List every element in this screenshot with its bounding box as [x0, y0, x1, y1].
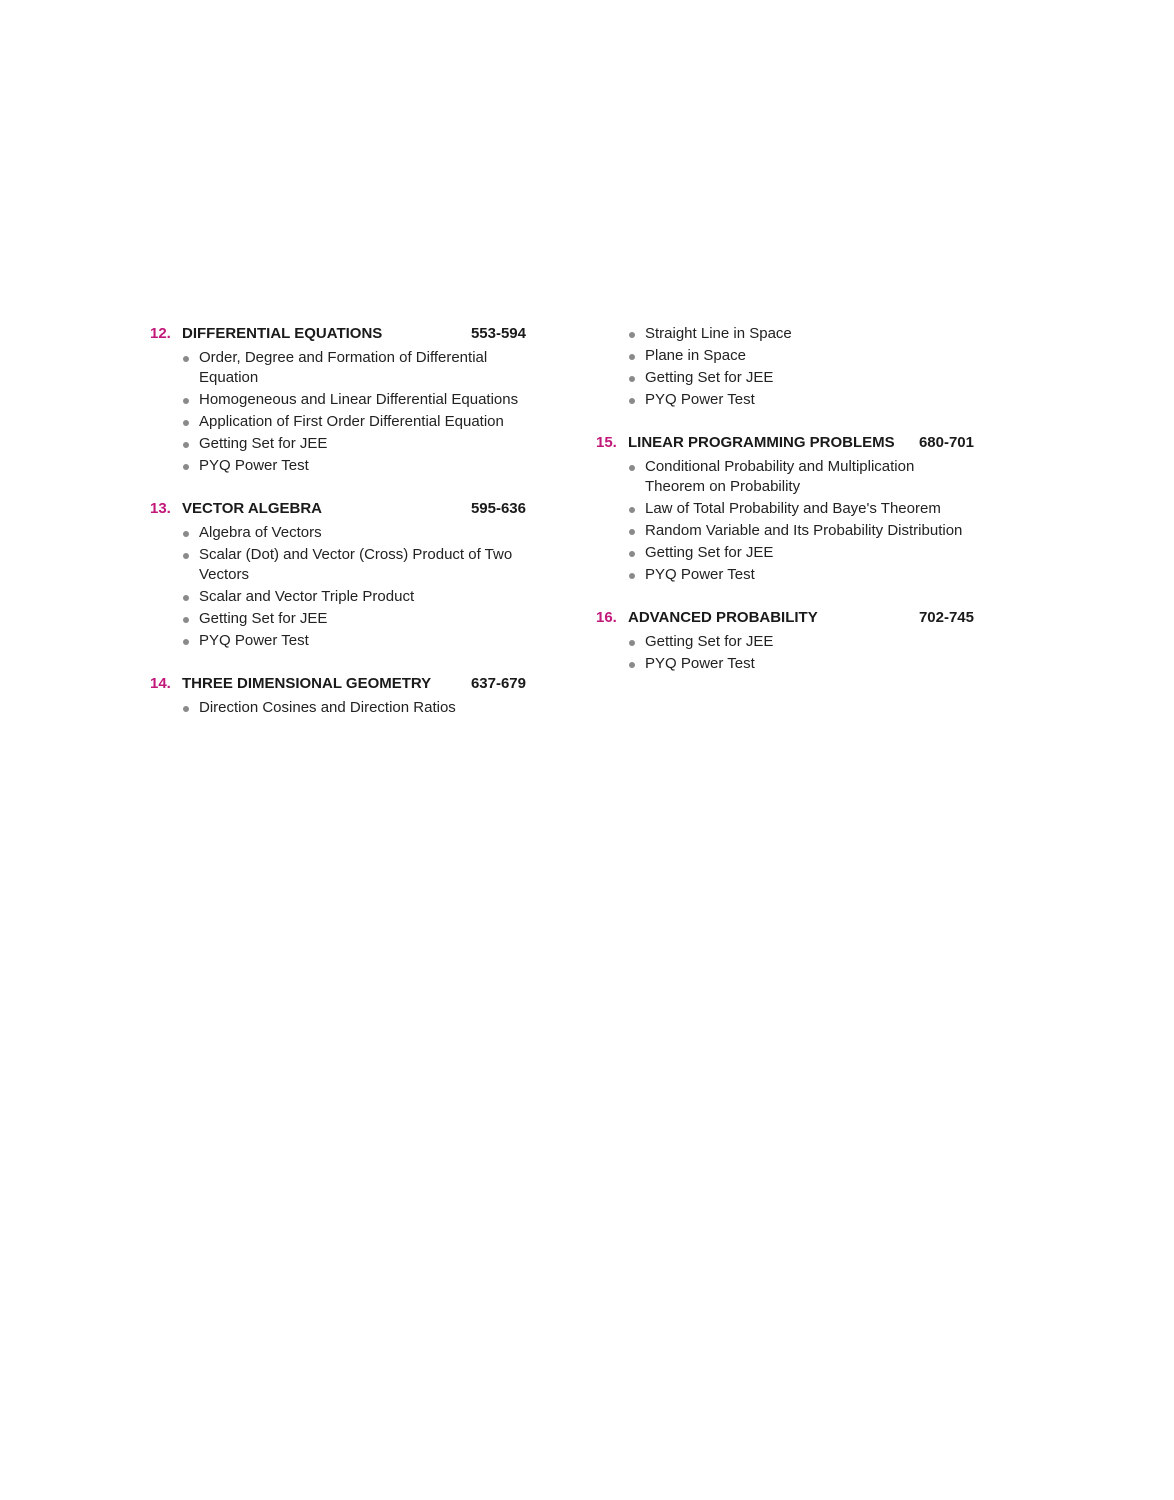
topic-item: [628, 499, 974, 519]
bullet-icon: [183, 639, 189, 645]
bullet-icon: [183, 595, 189, 601]
topic-label: Application of First Order Differential Equation: [199, 413, 504, 430]
chapter-number: 13.: [150, 500, 171, 517]
bullet-icon: [629, 529, 635, 535]
chapter-number: 12.: [150, 325, 171, 342]
bullet-icon: [183, 464, 189, 470]
topic-item: [182, 523, 526, 543]
bullet-icon: [629, 465, 635, 471]
bullet-icon: [629, 551, 635, 557]
topic-item: [182, 390, 526, 410]
topic-label: Order, Degree and Formation of Differential Equation: [199, 349, 488, 386]
topic-label: Straight Line in Space: [645, 325, 792, 342]
topic-item: [628, 368, 974, 388]
topic-label: PYQ Power Test: [199, 457, 309, 474]
chapter-heading: [596, 431, 974, 455]
topic-label: Conditional Probability and Multiplication Theorem on Probability: [645, 458, 915, 495]
topic-list: [596, 324, 974, 410]
chapter-13: [150, 497, 526, 651]
bullet-icon: [183, 617, 189, 623]
topic-item: [628, 346, 974, 366]
chapter-number: 16.: [596, 609, 617, 626]
chapter-title: ADVANCED PROBABILITY: [628, 609, 818, 626]
bullet-icon: [183, 420, 189, 426]
topic-list: [596, 632, 974, 674]
topic-item: [628, 521, 974, 541]
topic-item: [182, 545, 526, 585]
topic-item: [182, 587, 526, 607]
topic-item: [182, 456, 526, 476]
topic-item: [182, 348, 526, 388]
bullet-icon: [629, 573, 635, 579]
topic-item: [182, 412, 526, 432]
topic-label: Random Variable and Its Probability Distribution: [645, 522, 963, 539]
chapter-page-range: 680-701: [918, 434, 974, 451]
bullet-icon: [183, 706, 189, 712]
bullet-icon: [629, 662, 635, 668]
chapter-15: [596, 431, 974, 585]
topic-list: [150, 348, 526, 476]
topic-label: Homogeneous and Linear Differential Equations: [199, 391, 519, 408]
bullet-icon: [183, 398, 189, 404]
topic-label: Direction Cosines and Direction Ratios: [199, 699, 456, 716]
topic-item: [182, 609, 526, 629]
topic-label: Plane in Space: [645, 347, 746, 364]
topic-label: Algebra of Vectors: [199, 524, 322, 541]
topic-label: Scalar and Vector Triple Product: [199, 588, 415, 605]
topic-item: [182, 698, 526, 718]
topic-item: [628, 324, 974, 344]
chapter-12: [150, 322, 526, 476]
bullet-icon: [183, 442, 189, 448]
chapter-title: LINEAR PROGRAMMING PROBLEMS: [628, 434, 895, 451]
chapter-title: VECTOR ALGEBRA: [182, 500, 323, 517]
bullet-icon: [183, 531, 189, 537]
topic-item: [628, 654, 974, 674]
chapter-16: [596, 606, 974, 674]
topic-label: PYQ Power Test: [199, 632, 309, 649]
topic-list: [150, 698, 526, 718]
bullet-icon: [629, 376, 635, 382]
topic-label: PYQ Power Test: [645, 655, 755, 672]
topic-list: [596, 457, 974, 585]
bullet-icon: [629, 640, 635, 646]
contents-left-column: [150, 322, 526, 739]
topic-item: [628, 543, 974, 563]
bullet-icon: [629, 507, 635, 513]
bullet-icon: [629, 332, 635, 338]
topic-list: [150, 523, 526, 651]
chapter-page-range: 702-745: [918, 609, 974, 626]
topic-label: Getting Set for JEE: [199, 435, 328, 452]
topic-label: Getting Set for JEE: [645, 369, 774, 386]
topic-item: [628, 390, 974, 410]
bullet-icon: [629, 398, 635, 404]
topic-item: [628, 457, 974, 497]
chapter-14: [150, 672, 526, 718]
topic-label: Getting Set for JEE: [645, 544, 774, 561]
contents-right-column: [596, 322, 974, 695]
chapter-14-continued: [596, 324, 974, 410]
chapter-page-range: 595-636: [470, 500, 526, 517]
bullet-icon: [629, 354, 635, 360]
chapter-page-range: 637-679: [470, 675, 526, 692]
topic-item: [182, 631, 526, 651]
chapter-heading: [596, 606, 974, 630]
topic-label: Law of Total Probability and Baye's Theorem: [645, 500, 941, 517]
chapter-number: 14.: [150, 675, 171, 692]
chapter-number: 15.: [596, 434, 617, 451]
topic-label: Scalar (Dot) and Vector (Cross) Product of Two Vectors: [199, 546, 513, 583]
topic-item: [182, 434, 526, 454]
topic-label: Getting Set for JEE: [645, 633, 774, 650]
chapter-heading: [150, 497, 526, 521]
chapter-title: THREE DIMENSIONAL GEOMETRY: [182, 675, 432, 692]
bullet-icon: [183, 553, 189, 559]
topic-item: [628, 632, 974, 652]
topic-label: PYQ Power Test: [645, 566, 755, 583]
bullet-icon: [183, 356, 189, 362]
chapter-heading: [150, 322, 526, 346]
chapter-heading: [150, 672, 526, 696]
topic-label: PYQ Power Test: [645, 391, 755, 408]
topic-label: Getting Set for JEE: [199, 610, 328, 627]
topic-item: [628, 565, 974, 585]
chapter-title: DIFFERENTIAL EQUATIONS: [182, 325, 383, 342]
chapter-page-range: 553-594: [470, 325, 526, 342]
